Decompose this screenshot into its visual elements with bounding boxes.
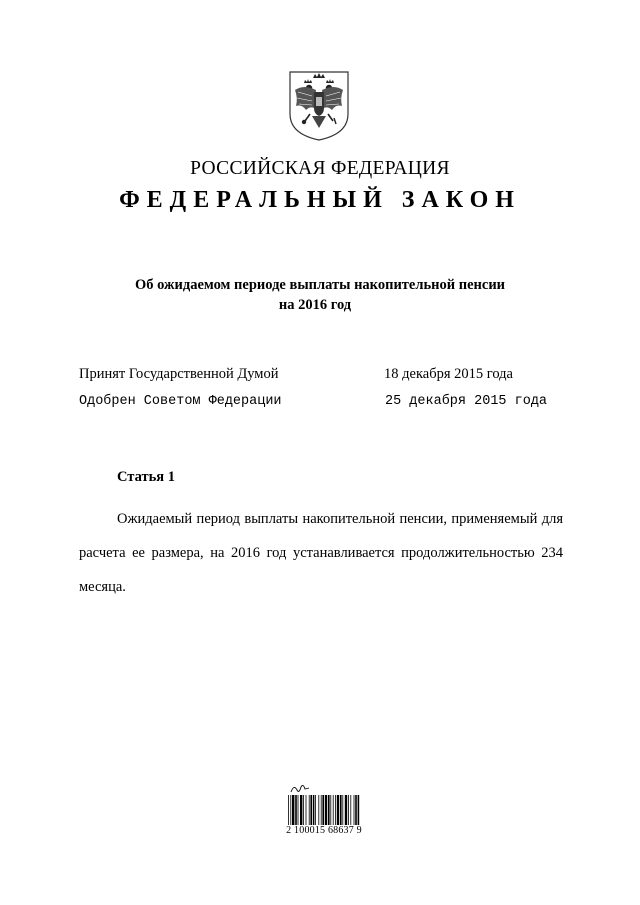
law-title-line-1: Об ожидаемом периоде выплаты накопительной пенсии [134, 277, 506, 293]
article-text: Ожидаемый период выплаты накопительной пенсии, применяемый для расчета ее размера, на 2016 год устанавливается продолжительностью 234 месяца. [79, 511, 563, 595]
adopting-body: Принят Государственной Думой [79, 366, 279, 382]
approval-date: 25 декабря 2015 года [385, 394, 548, 409]
barcode-number: 2 100015 68637 9 [286, 825, 362, 836]
barcode-icon [288, 795, 360, 825]
barcode [282, 782, 366, 838]
article-heading: Статья 1 [117, 469, 175, 485]
law-title-line-2: на 2016 год [278, 297, 352, 313]
approving-body: Одобрен Советом Федерации [79, 394, 282, 409]
coat-of-arms-icon [286, 68, 352, 142]
signature-icon [290, 782, 310, 794]
adoption-row-federation-council [79, 394, 559, 409]
adoption-date: 18 декабря 2015 года [384, 366, 513, 382]
adoption-row-duma [79, 366, 559, 383]
country-name: РОССИЙСКАЯ ФЕДЕРАЦИЯ [190, 158, 450, 179]
law-title [0, 275, 640, 315]
document-type: ФЕДЕРАЛЬНЫЙ ЗАКОН [119, 187, 521, 213]
